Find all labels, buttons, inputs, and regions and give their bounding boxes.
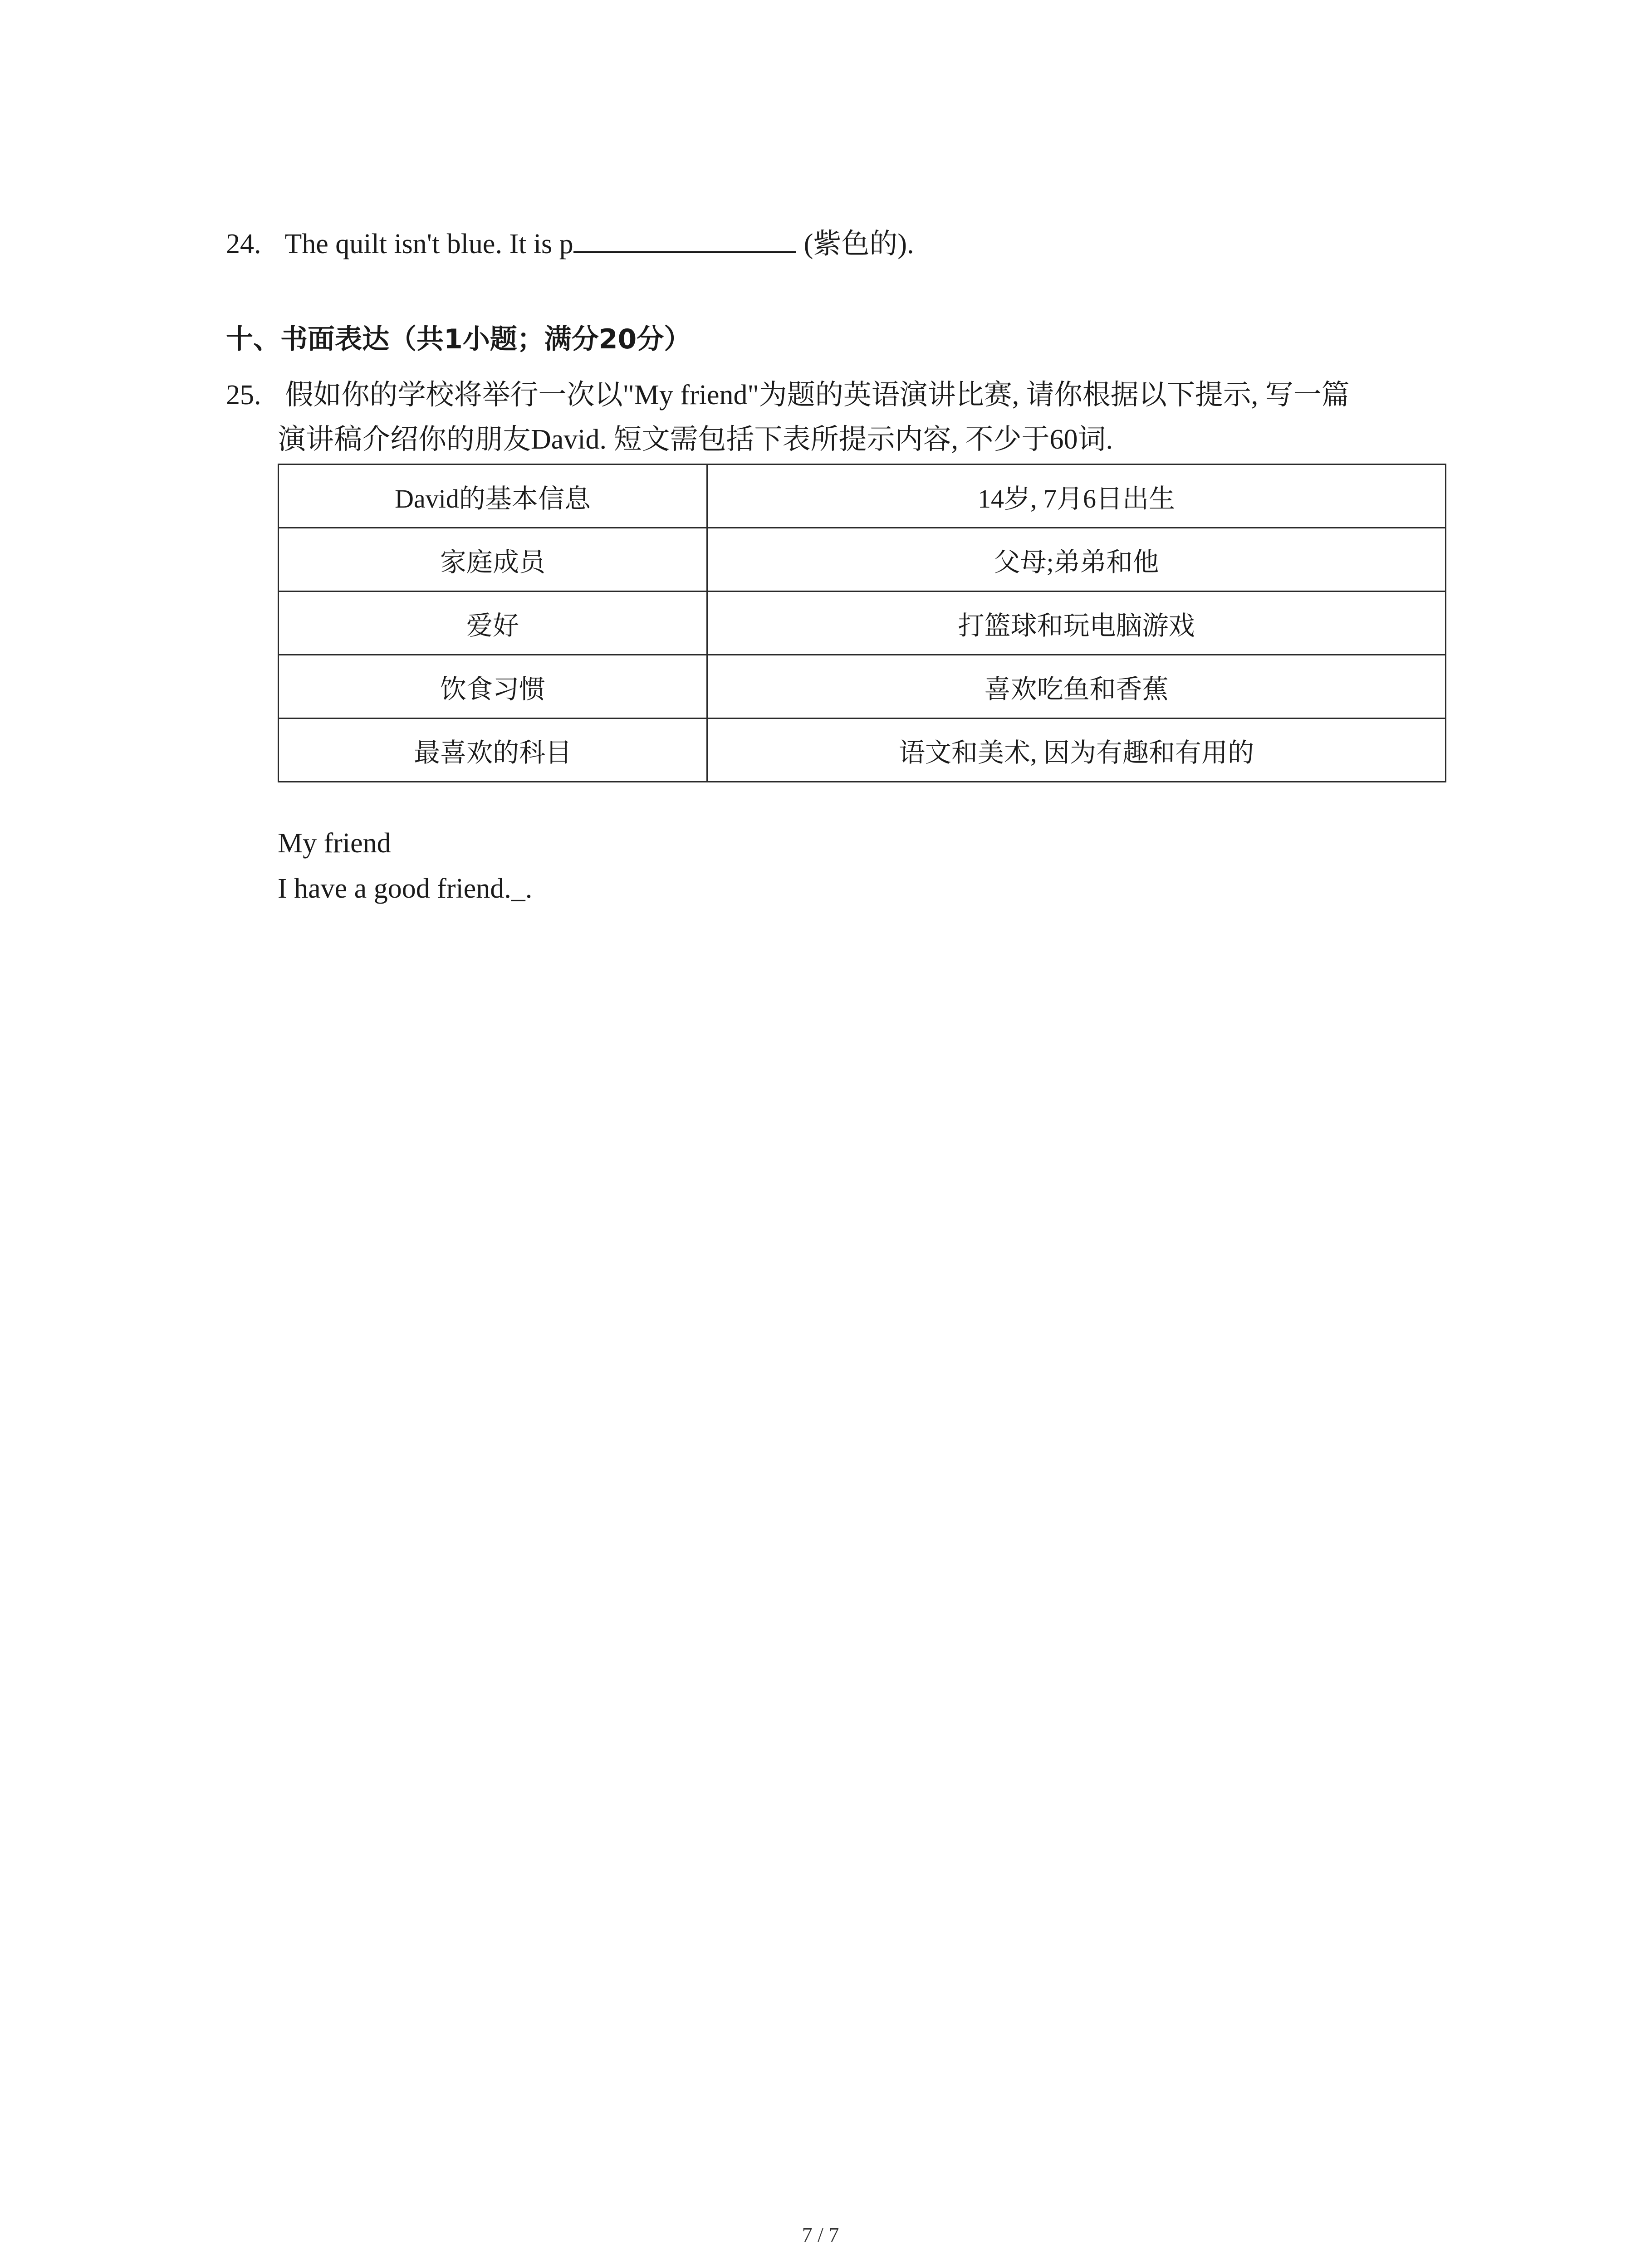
question-24-text: The quilt isn't blue. It is p bbox=[284, 229, 573, 259]
table-row bbox=[279, 719, 1446, 782]
section-heading-writing: 十、书面表达（共1小题；满分20分） bbox=[226, 323, 691, 355]
question-25-number: 25. bbox=[226, 380, 261, 411]
question-24-answer-blank[interactable] bbox=[573, 226, 796, 253]
table-row-label: 爱好 bbox=[279, 591, 707, 655]
essay-title: My friend bbox=[278, 828, 391, 859]
table-row-label: 饮食习惯 bbox=[279, 655, 707, 719]
table-row-value: 打篮球和玩电脑游戏 bbox=[707, 591, 1446, 655]
table-row-value: 语文和美术, 因为有趣和有用的 bbox=[707, 719, 1446, 782]
table-row-value: 父母;弟弟和他 bbox=[707, 528, 1446, 591]
table-row bbox=[279, 464, 1446, 528]
page-number: 7 / 7 bbox=[802, 2223, 839, 2246]
question-25-prompt-text-2: 演讲稿介绍你的朋友David. 短文需包括下表所提示内容, 不少于60词. bbox=[278, 424, 1113, 455]
table-row-label: David的基本信息 bbox=[279, 464, 707, 528]
table-row-label: 家庭成员 bbox=[279, 528, 707, 591]
question-24-hint: (紫色的). bbox=[803, 229, 914, 259]
david-info-table bbox=[278, 464, 1446, 782]
question-24-number: 24. bbox=[226, 229, 261, 259]
table-row-value: 14岁, 7月6日出生 bbox=[707, 464, 1446, 528]
question-25-prompt-line-2 bbox=[278, 424, 1113, 456]
table-row-label: 最喜欢的科目 bbox=[279, 719, 707, 782]
question-24 bbox=[226, 226, 914, 260]
table-row bbox=[279, 591, 1446, 655]
question-25-prompt-line-1 bbox=[226, 379, 1350, 411]
table-row bbox=[279, 655, 1446, 719]
table-row-value: 喜欢吃鱼和香蕉 bbox=[707, 655, 1446, 719]
table-row bbox=[279, 528, 1446, 591]
question-25-prompt-text-1: 假如你的学校将举行一次以"My friend"为题的英语演讲比赛, 请你根据以下提示, 写一篇 bbox=[285, 380, 1350, 411]
essay-first-line: I have a good friend._. bbox=[278, 873, 533, 904]
